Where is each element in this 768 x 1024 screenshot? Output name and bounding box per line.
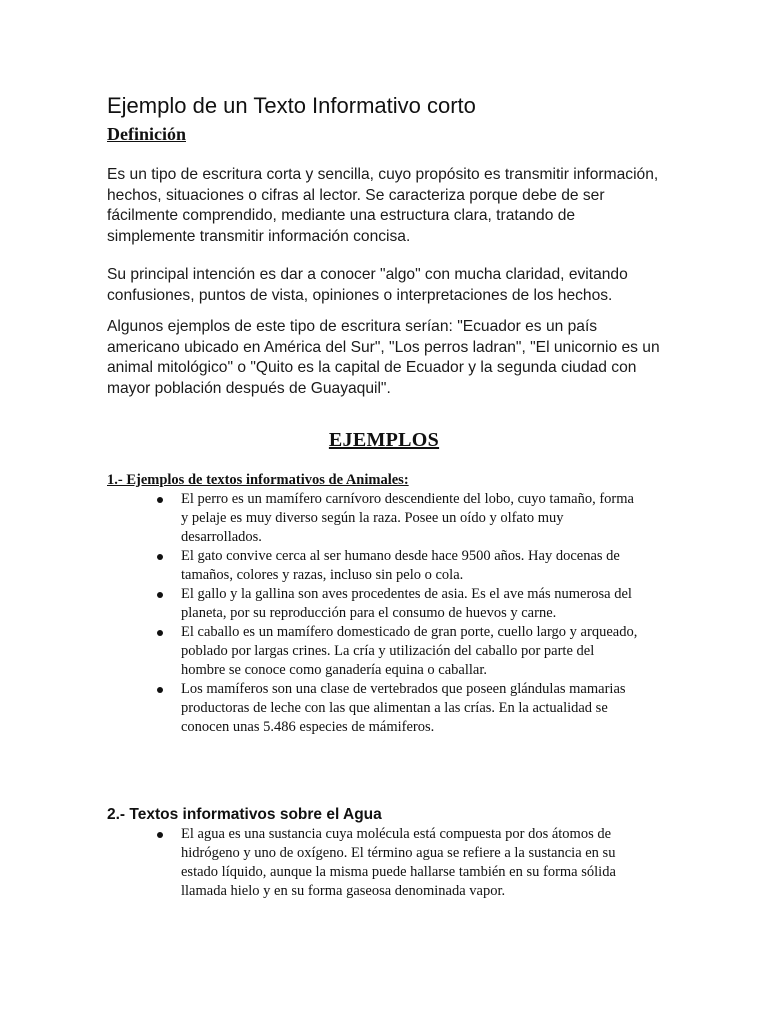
list-item bbox=[0, 547, 641, 585]
list-item-text: El caballo es un mamífero domesticado de gran porte, cuello largo y arqueado, poblado por largas crines. La cría y utilización del caballo por parte del hombre se conoce como ganadería equina o caballar. bbox=[181, 624, 638, 678]
bullet-icon bbox=[157, 497, 163, 503]
list-item bbox=[0, 680, 641, 737]
bullet-icon bbox=[157, 554, 163, 560]
list-item-text: El agua es una sustancia cuya molécula está compuesta por dos átomos de hidrógeno y uno de oxígeno. El término agua se refiere a la sustancia en su estado líquido, aunque la misma puede hallarse también en su forma sólida llamada hielo y en su forma gaseosa denominada vapor. bbox=[181, 826, 616, 899]
definition-heading: Definición bbox=[107, 124, 186, 144]
paragraph-intention: Su principal intención es dar a conocer "algo" con mucha claridad, evitando confusiones, puntos de vista, opiniones o interpretaciones de los hechos. bbox=[107, 266, 628, 304]
list-item-text: Los mamíferos son una clase de vertebrados que poseen glándulas mamarias productoras de leche con las que alimentan a las crías. En la actualidad se conocen unas 5.486 especies de mámiferos. bbox=[181, 681, 626, 735]
animales-list bbox=[0, 490, 641, 737]
paragraph-definition: Es un tipo de escritura corta y sencilla, cuyo propósito es transmitir información, hechos, situaciones o cifras al lector. Se caracteriza porque debe de ser fácilmente comprendido, mediante una estructura clara, tratando de simplemente transmitir información concisa. bbox=[107, 166, 659, 245]
list-item bbox=[0, 585, 641, 623]
list-item bbox=[0, 825, 641, 901]
bullet-icon bbox=[157, 630, 163, 636]
list-item bbox=[0, 623, 641, 680]
bullet-icon bbox=[157, 592, 163, 598]
paragraph-examples: Algunos ejemplos de este tipo de escritura serían: "Ecuador es un país americano ubicado en América del Sur", "Los perros ladran", "El unicornio es un animal mitológico" o "Quito es la capital de Ecuador y la segunda ciudad con mayor población después de Guayaquil". bbox=[107, 318, 660, 397]
list-item bbox=[0, 490, 641, 547]
list-item-text: El gato convive cerca al ser humano desde hace 9500 años. Hay docenas de tamaños, colores y razas, incluso sin pelo o cola. bbox=[181, 548, 620, 583]
ejemplos-heading: EJEMPLOS bbox=[328, 429, 440, 451]
list-item-text: El perro es un mamífero carnívoro descendiente del lobo, cuyo tamaño, forma y pelaje es muy diverso según la raza. Posee un oído y olfato muy desarrollados. bbox=[181, 491, 634, 545]
page-title: Ejemplo de un Texto Informativo corto bbox=[107, 93, 476, 118]
agua-list bbox=[0, 825, 641, 901]
list-item-text: El gallo y la gallina son aves procedentes de asia. Es el ave más numerosa del planeta, por su reproducción para el consumo de huevos y carne. bbox=[181, 586, 632, 621]
bullet-icon bbox=[157, 832, 163, 838]
section-heading-animales: 1.- Ejemplos de textos informativos de Animales: bbox=[107, 472, 409, 488]
bullet-icon bbox=[157, 687, 163, 693]
section-heading-agua: 2.- Textos informativos sobre el Agua bbox=[107, 806, 382, 823]
